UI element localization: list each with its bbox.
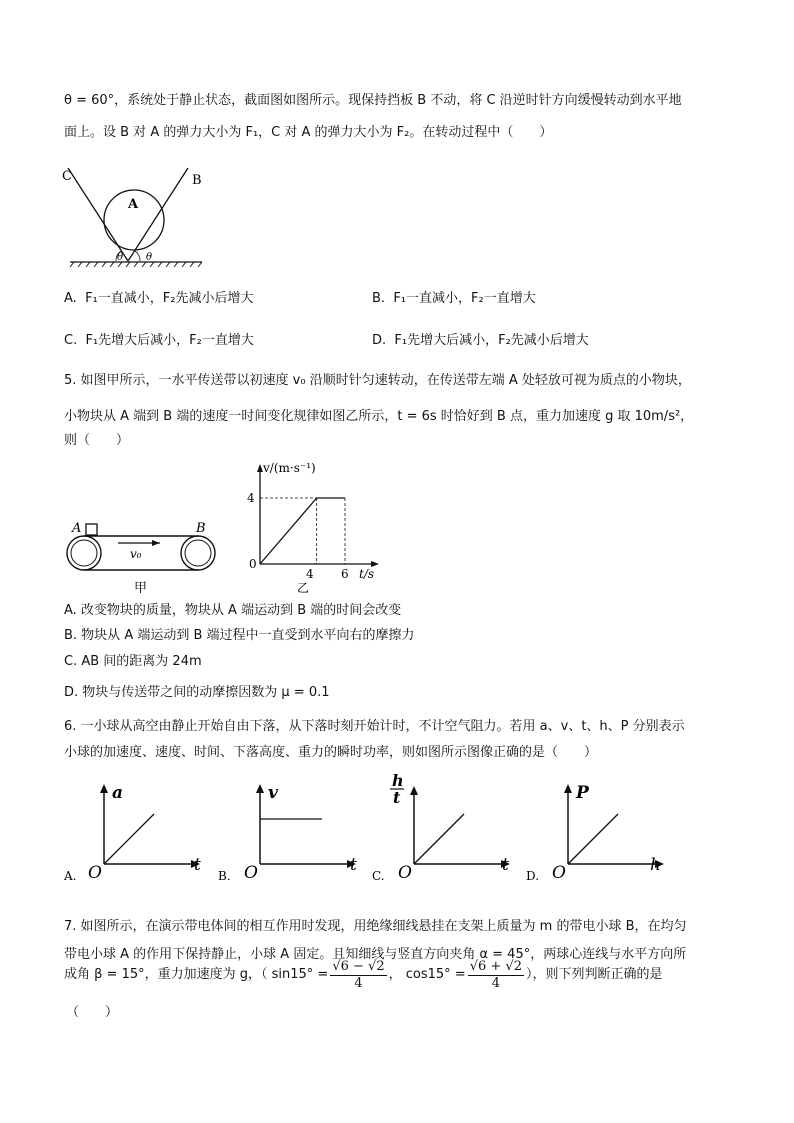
- q4-option-d: D. F₁先增大后减小，F₂先减小后增大: [372, 333, 589, 348]
- board-c: [68, 168, 128, 261]
- q6-graph-c: [370, 772, 530, 884]
- q6-stem-line1: 6. 一小球从高空由静止开始自由下落，从下落时刻开始计时，不计空气阻力。若用 a、v、t、h、P 分别表示: [64, 719, 685, 734]
- q5-stem-line3: 则（ ）: [64, 433, 130, 448]
- sin15-fraction: $\frac{√6 - √2}{4}$: [332, 958, 385, 991]
- left-pulley: [67, 536, 101, 570]
- caption-yi: 乙: [297, 581, 310, 595]
- theta-left: θ: [117, 252, 124, 263]
- board-b: [128, 168, 188, 261]
- q5-stem-line2: 小物块从 A 端到 B 端的速度一时间变化规律如图乙所示，t = 6s 时恰好到 B 点，重力加速度 g 取 10m/s²，: [64, 409, 694, 424]
- q5-option-c: C. AB 间的距离为 24m: [64, 654, 202, 669]
- cos15-fraction: $\frac{√6 + √2}{4}$: [469, 958, 522, 991]
- x-label: h: [650, 855, 661, 875]
- q4-option-c: C. F₁先增大后减小，F₂一直增大: [64, 333, 254, 348]
- q6-graph-d: [524, 780, 684, 884]
- y-label-numerator: h: [392, 771, 404, 790]
- y-label-denominator: t: [393, 788, 401, 807]
- q4-stem-line1: θ = 60°，系统处于静止状态，截面图如图所示。现保持挡板 B 不动，将 C 沿逆时针方向缓慢转动到水平地: [64, 93, 682, 108]
- graph-line: [414, 814, 464, 864]
- right-pulley: [181, 536, 215, 570]
- q7-answer-blank: （ ）: [66, 1005, 119, 1020]
- q6-graph-a: [60, 780, 220, 884]
- q4-figure: [60, 160, 220, 272]
- q4-option-a: A. F₁一直减小，F₂先减小后增大: [64, 291, 254, 306]
- q7-stem-line3: 成角 β = 15°，重力加速度为 g，（ sin15° = $\frac{√6 - √2}{4}$ ， cos15° = $\frac{√6 + √2}{4}$ ），则下列判断正确的是: [64, 958, 663, 991]
- y-label: v: [268, 783, 278, 803]
- block: [86, 524, 97, 535]
- label-a: A: [128, 197, 139, 212]
- y-axis-label: v/(m·s⁻¹): [263, 461, 316, 475]
- graph-line: [104, 814, 154, 864]
- x-tick-4: 4: [306, 567, 314, 581]
- y-tick-4: 4: [247, 491, 255, 505]
- origin: O: [398, 863, 412, 883]
- q7-stem-line2: 带电小球 A 的作用下保持静止，小球 A 固定。且知细线与竖直方向夹角 α = 45°，两球心连线与水平方向所: [64, 947, 687, 962]
- label-c: C: [62, 169, 72, 184]
- option-letter: A.: [64, 869, 77, 883]
- graph-line: [568, 814, 618, 864]
- q6-graph-b: [216, 780, 376, 884]
- ground-hatch: [70, 262, 202, 267]
- q4-option-b: B. F₁一直减小，F₂一直增大: [372, 291, 536, 306]
- q5-option-b: B. 物块从 A 端运动到 B 端过程中一直受到水平向右的摩擦力: [64, 628, 415, 643]
- theta-right: θ: [146, 252, 153, 263]
- label-a: A: [72, 521, 82, 536]
- label-b: B: [196, 521, 206, 536]
- velocity-curve: [260, 498, 345, 564]
- origin: O: [244, 863, 258, 883]
- x-label: t: [194, 855, 201, 875]
- q4-stem-line2: 面上。设 B 对 A 的弹力大小为 F₁，C 对 A 的弹力大小为 F₂。在转动过程中（ ）: [64, 125, 553, 140]
- q5-option-d: D. 物块与传送带之间的动摩擦因数为 μ = 0.1: [64, 685, 330, 700]
- q5-belt-figure: [66, 516, 226, 596]
- q7-stem-line1: 7. 如图所示，在演示带电体间的相互作用时发现，用绝缘细线悬挂在支架上质量为 m 的带电小球 B，在均匀: [64, 919, 687, 934]
- origin: O: [552, 863, 566, 883]
- x-tick-6: 6: [341, 567, 349, 581]
- caption-jia: 甲: [134, 581, 148, 596]
- x-label: t: [502, 855, 509, 875]
- x-axis-label: t/s: [359, 567, 375, 581]
- q5-stem-line1: 5. 如图甲所示，一水平传送带以初速度 v₀ 沿顺时针匀速转动，在传送带左端 A 处轻放可视为质点的小物块，: [64, 373, 691, 388]
- option-letter: D.: [526, 869, 540, 883]
- q6-stem-line2: 小球的加速度、速度、时间、下落高度、重力的瞬时功率，则如图所示图像正确的是（ ）: [64, 745, 598, 760]
- y-label: a: [112, 783, 124, 803]
- x-label: t: [350, 855, 357, 875]
- label-b: B: [192, 173, 202, 188]
- option-letter: C.: [372, 869, 385, 883]
- y-label: P: [576, 783, 589, 803]
- q5-vt-graph: [245, 458, 385, 598]
- q5-option-a: A. 改变物块的质量，物块从 A 端运动到 B 端的时间会改变: [64, 603, 402, 618]
- origin-label: 0: [249, 557, 257, 571]
- label-v0: v₀: [130, 547, 142, 561]
- origin: O: [88, 863, 102, 883]
- option-letter: B.: [218, 869, 231, 883]
